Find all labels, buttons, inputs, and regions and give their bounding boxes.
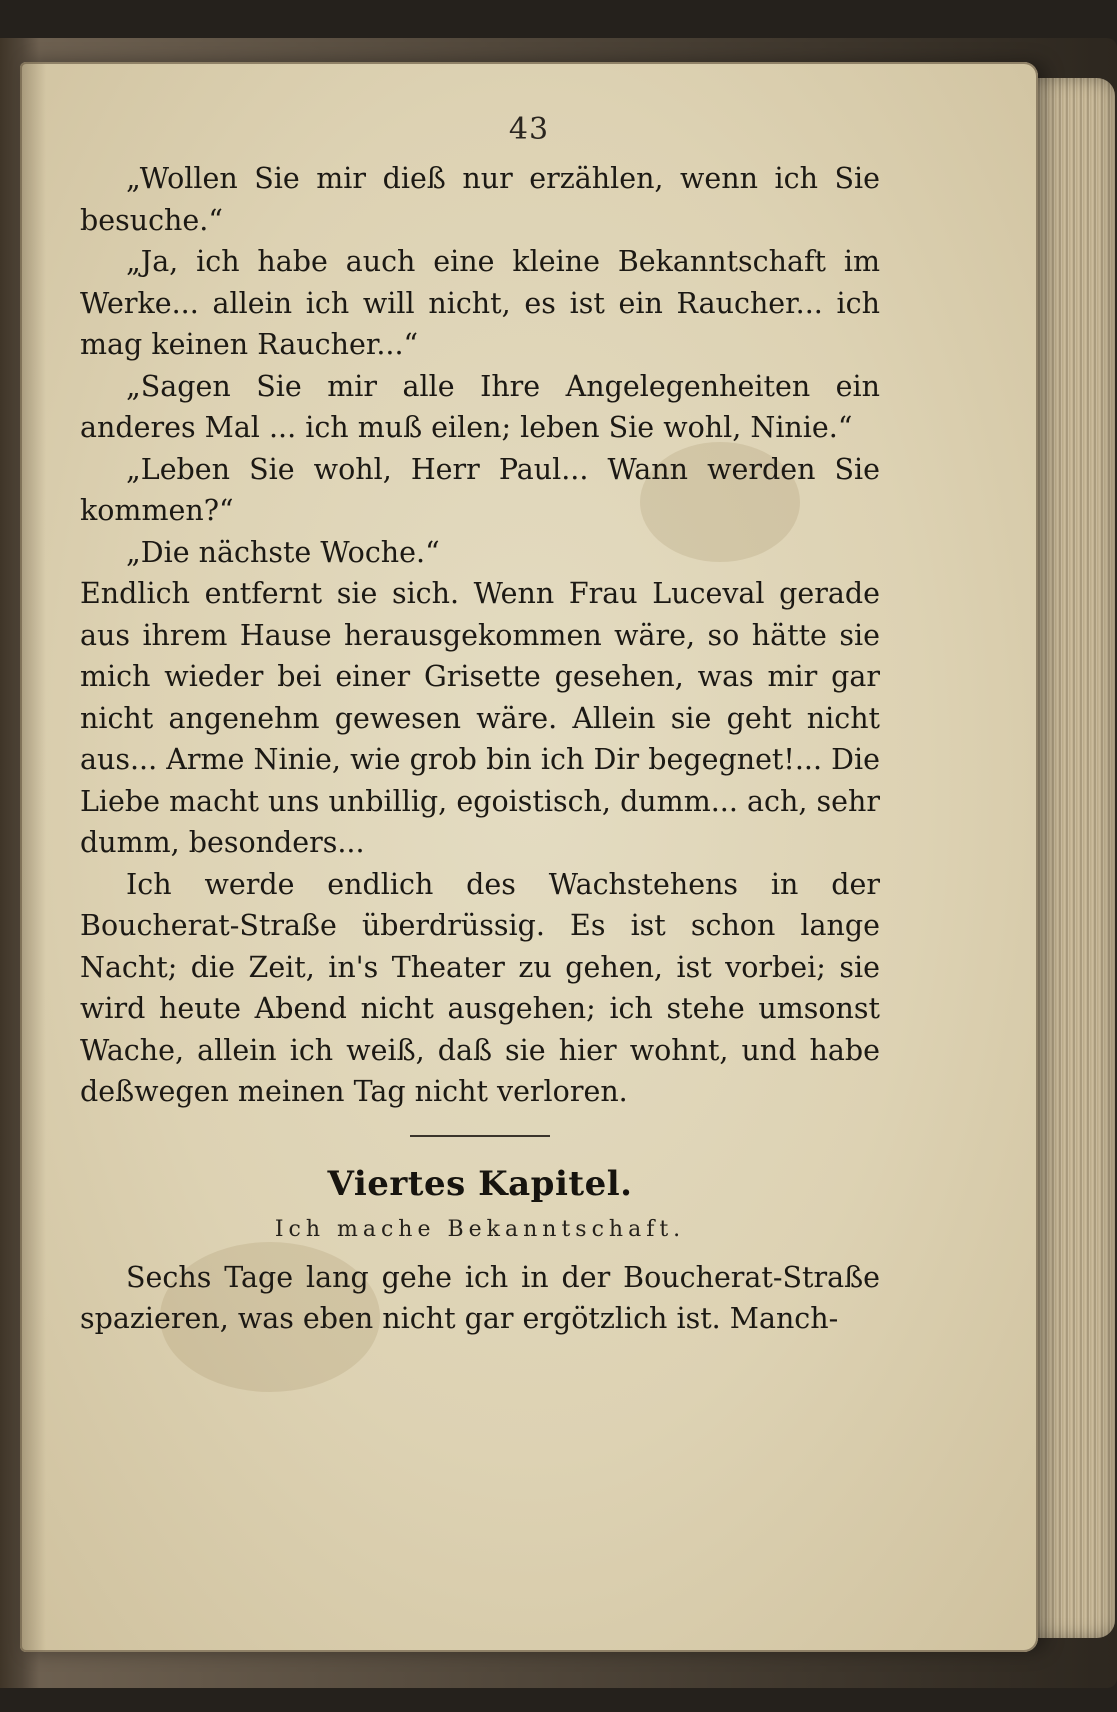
- paragraph: Endlich entfernt sie sich. Wenn Frau Luceval gerade aus ihrem Hause herausgekommen wäre, so hätte sie mich wieder bei einer Grisette gesehen, was mir gar nicht angenehm gewesen wäre. Allein sie geht nicht aus... Arme Ninie, wie grob bin ich Dir begegnet!... Die Liebe macht uns unbillig, egoistisch, dumm... ach, sehr dumm, besonders...: [80, 577, 880, 859]
- paragraph: Ich werde endlich des Wachstehens in der Boucherat-Straße überdrüssig. Es ist schon lange Nacht; die Zeit, in's Theater zu gehen, ist vorbei; sie wird heute Abend nicht ausgehen; ich stehe umsonst Wache, allein ich weiß, daß sie hier wohnt, und habe deßwegen meinen Tag nicht verloren.: [80, 867, 880, 1108]
- paragraph: Sechs Tage lang gehe ich in der Boucherat-Straße spazieren, was eben nicht gar ergötzlich ist. Manch-: [80, 1260, 880, 1335]
- paragraph: „Ja, ich habe auch eine kleine Bekanntschaft im Werke... allein ich will nicht, es ist ein Raucher... ich mag keinen Raucher...“: [80, 245, 880, 361]
- paragraph: „Sagen Sie mir alle Ihre Angelegenheiten ein anderes Mal ... ich muß eilen; leben Sie wohl, Ninie.“: [80, 369, 880, 444]
- chapter-subtitle: Ich mache Bekanntschaft.: [274, 1216, 686, 1242]
- text-block: [80, 158, 880, 1340]
- paragraph: „Wollen Sie mir dieß nur erzählen, wenn ich Sie besuche.“: [80, 162, 880, 237]
- paragraph: „Die nächste Woche.“: [126, 535, 440, 569]
- book-page: [20, 62, 1038, 1652]
- chapter-title: Viertes Kapitel.: [327, 1163, 633, 1204]
- page-number: 43: [508, 112, 550, 147]
- paragraph: „Leben Sie wohl, Herr Paul... Wann werden Sie kommen?“: [80, 452, 880, 527]
- section-divider: [410, 1135, 550, 1137]
